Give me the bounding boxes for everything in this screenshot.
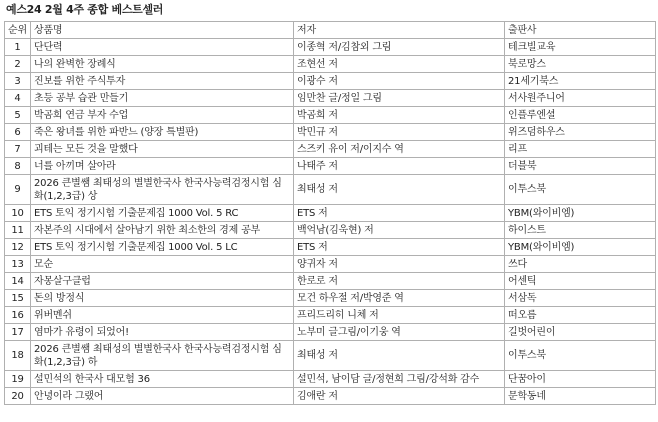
cell-title: 진보를 위한 주식투자 (31, 73, 294, 90)
cell-title: 박곰희 연금 부자 수업 (31, 107, 294, 124)
cell-rank: 12 (5, 239, 31, 256)
table-row (5, 73, 656, 90)
cell-rank: 11 (5, 222, 31, 239)
column-header-publisher: 출판사 (505, 22, 656, 39)
cell-rank: 17 (5, 324, 31, 341)
table-row (5, 56, 656, 73)
column-header-title: 상품명 (31, 22, 294, 39)
cell-author: 최태성 저 (294, 175, 505, 205)
table-row (5, 290, 656, 307)
cell-title: 죽은 왕녀를 위한 파반느 (양장 특별판) (31, 124, 294, 141)
cell-title: 자몽살구클럽 (31, 273, 294, 290)
table-row (5, 371, 656, 388)
cell-publisher: 단꿈아이 (505, 371, 656, 388)
cell-publisher: 쓰다 (505, 256, 656, 273)
cell-title: ETS 토익 정기시험 기출문제집 1000 Vol. 5 LC (31, 239, 294, 256)
table-row (5, 307, 656, 324)
cell-publisher: 인플루엔셜 (505, 107, 656, 124)
table-row (5, 239, 656, 256)
bestseller-table (4, 21, 656, 405)
cell-author: 이종혁 저/김참외 그림 (294, 39, 505, 56)
cell-rank: 8 (5, 158, 31, 175)
cell-publisher: 문학동네 (505, 388, 656, 405)
cell-title: 너를 아끼며 살아라 (31, 158, 294, 175)
table-row (5, 175, 656, 205)
cell-rank: 5 (5, 107, 31, 124)
cell-rank: 18 (5, 341, 31, 371)
cell-author: 모건 하우절 저/박영준 역 (294, 290, 505, 307)
cell-title: 위버멘쉬 (31, 307, 294, 324)
cell-publisher: 길벗어린이 (505, 324, 656, 341)
cell-author: ETS 저 (294, 205, 505, 222)
cell-rank: 7 (5, 141, 31, 158)
cell-publisher: 리프 (505, 141, 656, 158)
cell-author: 박민규 저 (294, 124, 505, 141)
column-header-rank: 순위 (5, 22, 31, 39)
table-row (5, 341, 656, 371)
table-row (5, 90, 656, 107)
cell-rank: 16 (5, 307, 31, 324)
page-title: 예스24 2월 4주 종합 베스트셀러 (6, 3, 164, 16)
cell-title: 돈의 방정식 (31, 290, 294, 307)
table-header-row (5, 22, 656, 39)
cell-publisher: 21세기북스 (505, 73, 656, 90)
cell-rank: 6 (5, 124, 31, 141)
cell-publisher: 서삼독 (505, 290, 656, 307)
cell-author: 조현선 저 (294, 56, 505, 73)
cell-publisher: 서사원주니어 (505, 90, 656, 107)
cell-publisher: 하이스트 (505, 222, 656, 239)
cell-rank: 2 (5, 56, 31, 73)
cell-author: 프리드리히 니체 저 (294, 307, 505, 324)
cell-title: 2026 큰별쌤 최태성의 별별한국사 한국사능력검정시험 심화(1,2,3급) 상 (31, 175, 294, 205)
table-row (5, 205, 656, 222)
cell-rank: 1 (5, 39, 31, 56)
cell-author: 최태성 저 (294, 341, 505, 371)
cell-rank: 15 (5, 290, 31, 307)
cell-title: 자본주의 시대에서 살아남기 위한 최소한의 경제 공부 (31, 222, 294, 239)
table-row (5, 141, 656, 158)
cell-rank: 20 (5, 388, 31, 405)
cell-publisher: 더블북 (505, 158, 656, 175)
cell-author: 설민석, 남이담 글/정현희 그림/강석화 감수 (294, 371, 505, 388)
cell-author: 스즈키 유이 저/이지수 역 (294, 141, 505, 158)
cell-publisher: YBM(와이비엠) (505, 239, 656, 256)
cell-author: 김애란 저 (294, 388, 505, 405)
cell-rank: 4 (5, 90, 31, 107)
table-row (5, 39, 656, 56)
cell-author: 이광수 저 (294, 73, 505, 90)
cell-title: 염마가 유령이 되었어! (31, 324, 294, 341)
table-row (5, 107, 656, 124)
cell-rank: 19 (5, 371, 31, 388)
cell-publisher: 이투스북 (505, 175, 656, 205)
cell-author: 백억남(김욱현) 저 (294, 222, 505, 239)
cell-publisher: 테크빌교육 (505, 39, 656, 56)
cell-title: 초등 공부 습관 만들기 (31, 90, 294, 107)
cell-rank: 9 (5, 175, 31, 205)
column-header-author: 저자 (294, 22, 505, 39)
cell-title: 2026 큰별쌤 최태성의 별별한국사 한국사능력검정시험 심화(1,2,3급) 하 (31, 341, 294, 371)
cell-publisher: 어센틱 (505, 273, 656, 290)
table-row (5, 324, 656, 341)
cell-publisher: YBM(와이비엠) (505, 205, 656, 222)
table-row (5, 158, 656, 175)
cell-rank: 13 (5, 256, 31, 273)
cell-title: 안녕이라 그랬어 (31, 388, 294, 405)
cell-title: ETS 토익 정기시험 기출문제집 1000 Vol. 5 RC (31, 205, 294, 222)
cell-title: 단단력 (31, 39, 294, 56)
cell-rank: 10 (5, 205, 31, 222)
cell-author: 임만찬 글/정일 그림 (294, 90, 505, 107)
cell-author: 나태주 저 (294, 158, 505, 175)
cell-title: 설민석의 한국사 대모험 36 (31, 371, 294, 388)
table-row (5, 256, 656, 273)
cell-publisher: 떠오름 (505, 307, 656, 324)
cell-rank: 14 (5, 273, 31, 290)
cell-author: 노부미 글그림/이기웅 역 (294, 324, 505, 341)
cell-title: 모순 (31, 256, 294, 273)
cell-author: 한로로 저 (294, 273, 505, 290)
table-row (5, 273, 656, 290)
cell-title: 나의 완벽한 장례식 (31, 56, 294, 73)
cell-author: 박곰희 저 (294, 107, 505, 124)
table-row (5, 124, 656, 141)
cell-publisher: 이투스북 (505, 341, 656, 371)
cell-rank: 3 (5, 73, 31, 90)
cell-author: ETS 저 (294, 239, 505, 256)
cell-publisher: 위즈덤하우스 (505, 124, 656, 141)
cell-author: 양귀자 저 (294, 256, 505, 273)
table-row (5, 222, 656, 239)
cell-title: 괴테는 모든 것을 말했다 (31, 141, 294, 158)
table-row (5, 388, 656, 405)
cell-publisher: 북로망스 (505, 56, 656, 73)
